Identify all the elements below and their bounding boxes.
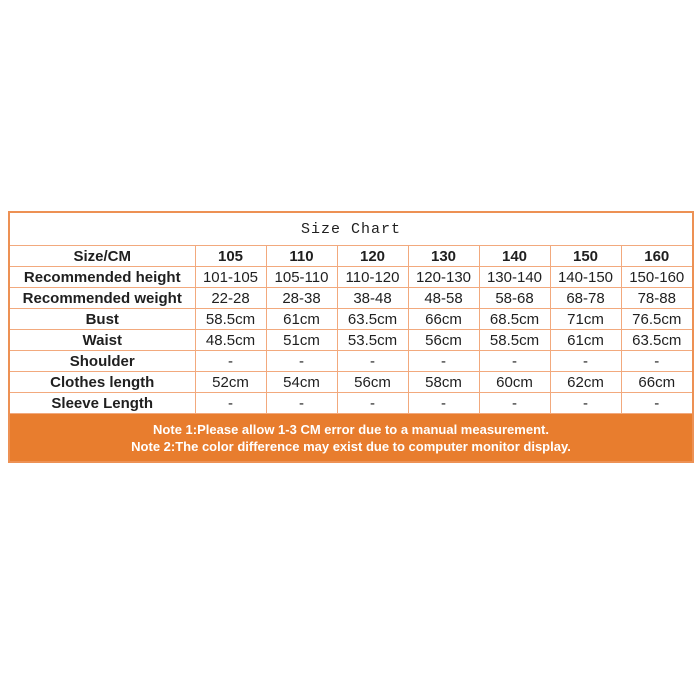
row-value: 63.5cm (337, 309, 408, 330)
row-value: 61cm (266, 309, 337, 330)
row-value: 61cm (550, 330, 621, 351)
row-value: - (479, 351, 550, 372)
row-label: Clothes length (9, 372, 195, 393)
table-row (9, 288, 693, 309)
row-value: 60cm (479, 372, 550, 393)
note-line-1: Note 1:Please allow 1-3 CM error due to a manual measurement. (153, 421, 549, 437)
table-row (9, 309, 693, 330)
table-row (9, 330, 693, 351)
row-value: - (550, 351, 621, 372)
row-value: - (266, 393, 337, 414)
row-value: 71cm (550, 309, 621, 330)
row-value: 54cm (266, 372, 337, 393)
row-value: 68-78 (550, 288, 621, 309)
row-value: - (195, 351, 266, 372)
header-size-160: 160 (621, 246, 693, 267)
row-value: 66cm (408, 309, 479, 330)
row-value: 101-105 (195, 267, 266, 288)
row-value: - (550, 393, 621, 414)
row-value: - (408, 393, 479, 414)
row-value: 56cm (408, 330, 479, 351)
notes-row (9, 414, 693, 463)
row-label: Waist (9, 330, 195, 351)
row-value: 52cm (195, 372, 266, 393)
row-value: - (479, 393, 550, 414)
row-value: - (266, 351, 337, 372)
row-value: 63.5cm (621, 330, 693, 351)
size-chart-table (8, 211, 694, 463)
row-value: 48-58 (408, 288, 479, 309)
row-value: - (408, 351, 479, 372)
row-value: - (195, 393, 266, 414)
row-value: 62cm (550, 372, 621, 393)
row-label: Shoulder (9, 351, 195, 372)
row-value: 58-68 (479, 288, 550, 309)
row-value: - (621, 351, 693, 372)
row-label: Sleeve Length (9, 393, 195, 414)
header-size-130: 130 (408, 246, 479, 267)
title-row (9, 212, 693, 246)
row-value: 58.5cm (479, 330, 550, 351)
header-size-110: 110 (266, 246, 337, 267)
row-value: 110-120 (337, 267, 408, 288)
row-value: 140-150 (550, 267, 621, 288)
header-size-140: 140 (479, 246, 550, 267)
notes-cell (9, 414, 693, 463)
table-row (9, 372, 693, 393)
table-title: Size Chart (9, 212, 693, 246)
row-value: 58cm (408, 372, 479, 393)
table-row (9, 351, 693, 372)
row-value: 38-48 (337, 288, 408, 309)
row-value: - (337, 351, 408, 372)
row-value: - (621, 393, 693, 414)
header-size-105: 105 (195, 246, 266, 267)
row-value: 105-110 (266, 267, 337, 288)
row-value: 51cm (266, 330, 337, 351)
row-value: 22-28 (195, 288, 266, 309)
row-label: Recommended weight (9, 288, 195, 309)
row-value: 56cm (337, 372, 408, 393)
row-value: 130-140 (479, 267, 550, 288)
row-value: 76.5cm (621, 309, 693, 330)
header-row (9, 246, 693, 267)
row-value: 150-160 (621, 267, 693, 288)
row-value: 120-130 (408, 267, 479, 288)
row-value: 48.5cm (195, 330, 266, 351)
header-size-150: 150 (550, 246, 621, 267)
row-value: 78-88 (621, 288, 693, 309)
row-value: 66cm (621, 372, 693, 393)
row-label: Recommended height (9, 267, 195, 288)
row-value: 68.5cm (479, 309, 550, 330)
table-row (9, 267, 693, 288)
row-value: 58.5cm (195, 309, 266, 330)
row-label: Bust (9, 309, 195, 330)
row-value: - (337, 393, 408, 414)
header-size-120: 120 (337, 246, 408, 267)
header-size-cm: Size/CM (9, 246, 195, 267)
row-value: 53.5cm (337, 330, 408, 351)
table-row (9, 393, 693, 414)
note-line-2: Note 2:The color difference may exist due to computer monitor display. (131, 438, 571, 454)
row-value: 28-38 (266, 288, 337, 309)
